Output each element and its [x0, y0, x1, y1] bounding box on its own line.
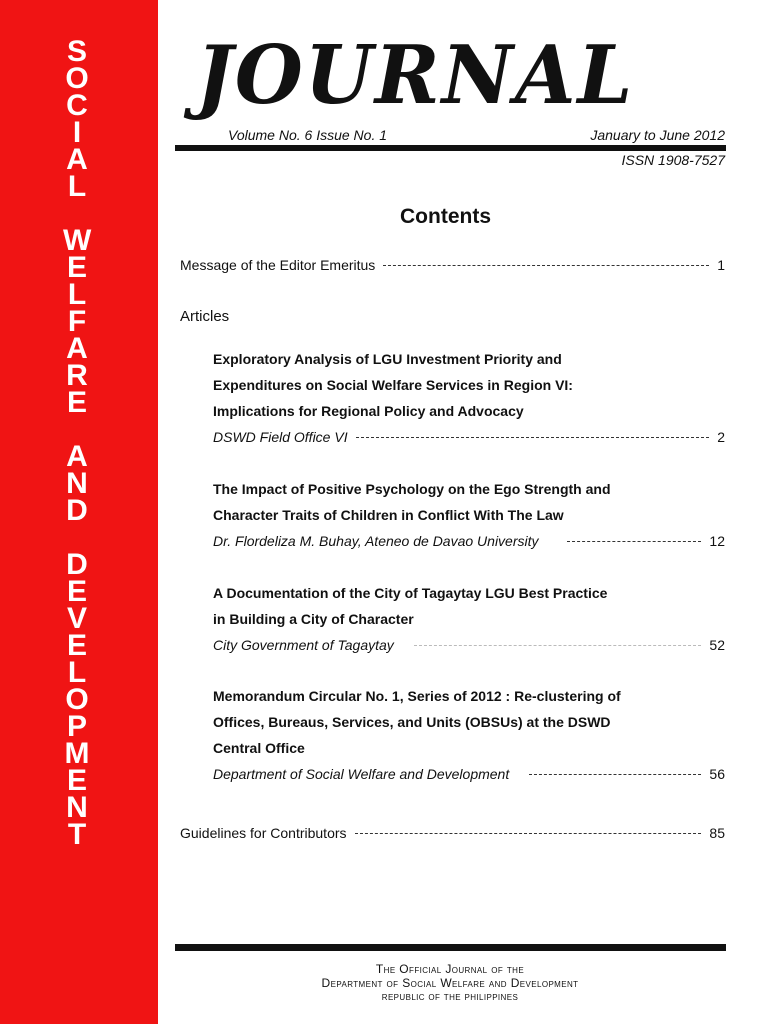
- toc-entry-article: [213, 637, 725, 653]
- article-title-line: A Documentation of the City of Tagaytay LGU Best Practice: [213, 585, 608, 601]
- dot-leader: [355, 833, 702, 834]
- sidebar-letter: L: [67, 278, 87, 311]
- sidebar-letter: V: [66, 602, 87, 635]
- article-author: City Government of Tagaytay: [213, 637, 394, 653]
- sidebar-letter: E: [66, 251, 87, 284]
- article-title-line: Exploratory Analysis of LGU Investment Priority and: [213, 351, 562, 367]
- toc-page-number: 12: [709, 533, 725, 549]
- article-author: Department of Social Welfare and Development: [213, 766, 510, 782]
- sidebar-letter: A: [66, 440, 88, 473]
- toc-page-number: 56: [709, 766, 725, 782]
- dot-leader: [567, 541, 702, 542]
- sidebar-letter: E: [66, 764, 87, 797]
- sidebar-letter: L: [67, 170, 87, 203]
- dot-leader: [356, 437, 710, 438]
- toc-page-number: 52: [709, 637, 725, 653]
- sidebar-letter: C: [66, 89, 88, 122]
- sidebar-letter: O: [65, 683, 89, 716]
- sidebar-letter: P: [66, 710, 87, 743]
- sidebar-letter: E: [66, 629, 87, 662]
- dot-leader: [383, 265, 709, 266]
- toc-page-number: 2: [717, 429, 725, 445]
- sidebar-letter: A: [66, 143, 88, 176]
- article-title-line: Offices, Bureaus, Services, and Units (OBSUs) at the DSWD: [213, 714, 611, 730]
- article-title-line: Expenditures on Social Welfare Services in Region VI:: [213, 377, 573, 393]
- sidebar-letter: S: [66, 35, 87, 68]
- toc-entry-article: [213, 533, 725, 549]
- toc-entry-label: Message of the Editor Emeritus: [180, 257, 376, 273]
- issn-number: ISSN 1908-7527: [621, 152, 725, 168]
- article-title-line: Character Traits of Children in Conflict With The Law: [213, 507, 564, 523]
- sidebar-letter: E: [66, 386, 87, 419]
- footer-rule: [175, 944, 726, 951]
- sidebar-gap: [63, 416, 91, 443]
- footer-line: The Official Journal of the: [375, 962, 525, 976]
- dot-leader: [414, 645, 702, 646]
- article-author: Dr. Flordeliza M. Buhay, Ateneo de Davao University: [213, 533, 539, 549]
- sidebar-letter: D: [66, 548, 88, 581]
- toc-entry-message: [180, 257, 725, 273]
- sidebar-letter: O: [65, 62, 89, 95]
- footer-line: Department of Social Welfare and Development: [321, 976, 579, 990]
- footer-line: republic of the philippines: [381, 991, 519, 1003]
- header-rule: [175, 145, 726, 151]
- article-title-line: The Impact of Positive Psychology on the Ego Strength and: [213, 481, 611, 497]
- sidebar-letter: E: [66, 575, 87, 608]
- sidebar-vertical-title: [63, 35, 119, 851]
- volume-info: Volume No. 6 Issue No. 1: [228, 127, 388, 143]
- sidebar-letter: A: [66, 332, 88, 365]
- toc-page-number: 85: [709, 825, 725, 841]
- contents-title: Contents: [400, 205, 491, 228]
- sidebar-letter: L: [67, 656, 87, 689]
- sidebar-letter: D: [66, 494, 88, 527]
- toc-entry-article: [213, 429, 725, 445]
- sidebar-gap: [63, 524, 91, 551]
- dot-leader: [529, 774, 701, 775]
- sidebar-letter: N: [66, 467, 88, 500]
- sidebar-letter: I: [72, 116, 82, 149]
- sidebar-letter: M: [64, 737, 90, 770]
- issue-date: January to June 2012: [590, 127, 725, 143]
- journal-masthead: JOURNAL: [196, 28, 635, 123]
- sidebar-letter: W: [63, 224, 92, 257]
- toc-entry-label: Guidelines for Contributors: [180, 825, 347, 841]
- sidebar-letter: N: [66, 791, 88, 824]
- articles-heading: Articles: [180, 308, 230, 325]
- sidebar-letter: F: [67, 305, 87, 338]
- article-title-line: Central Office: [213, 740, 305, 756]
- article-author: DSWD Field Office VI: [213, 429, 348, 445]
- toc-page-number: 1: [717, 257, 725, 273]
- sidebar-gap: [63, 200, 91, 227]
- sidebar-letter: R: [66, 359, 88, 392]
- article-title-line: Implications for Regional Policy and Advocacy: [213, 403, 524, 419]
- toc-entry-article: [213, 766, 725, 782]
- toc-entry-guidelines: [180, 825, 725, 841]
- sidebar-letter: T: [67, 818, 87, 851]
- article-title-line: in Building a City of Character: [213, 611, 414, 627]
- article-title-line: Memorandum Circular No. 1, Series of 2012 : Re-clustering of: [213, 688, 621, 704]
